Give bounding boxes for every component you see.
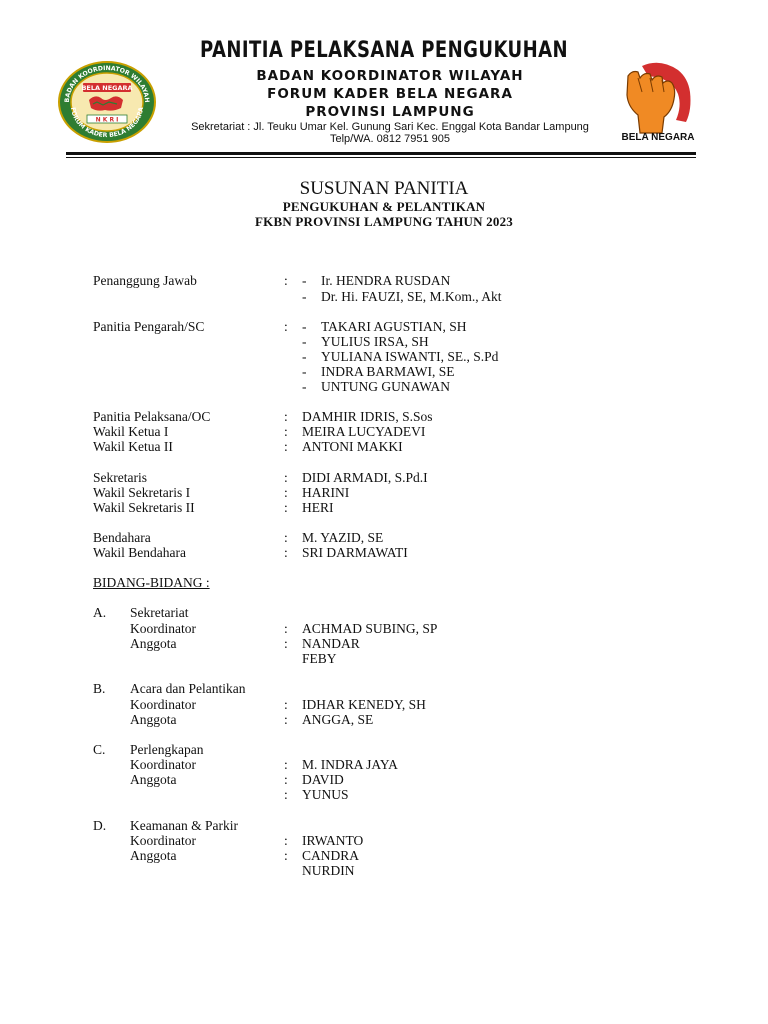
letterhead-line-2: FORUM KADER BELA NEGARA [267,86,513,102]
field-label: Koordinator [130,833,196,848]
field-label: Panitia Pengarah/SC [93,319,205,334]
colon: : [284,470,288,485]
anggota-row [0,772,768,788]
field-label: Koordinator [130,621,196,636]
sekretaris-row [0,470,768,486]
dash: - [302,334,307,349]
member-name: NANDAR [302,636,360,651]
field-label: Sekretaris [93,470,147,485]
member-name: NURDIN [302,863,355,878]
bidang-name-row [0,818,768,834]
field-label: Wakil Sekretaris II [93,500,195,515]
field-label: Anggota [130,772,177,787]
logo-banner-text: BELA NEGARA [81,84,133,92]
bidang-name-row [0,681,768,697]
member-name: YULIUS IRSA, SH [321,334,429,349]
letterhead-rule-thin [66,157,696,158]
dash: - [302,364,307,379]
field-label: Koordinator [130,697,196,712]
anggota-row [0,848,768,864]
bidang-name: Perlengkapan [130,742,204,757]
bidang-name-row [0,605,768,621]
raised-fist-icon [612,58,702,138]
member-name: HARINI [302,485,350,500]
member-name: Ir. HENDRA RUSDAN [321,273,451,288]
member-name: IRWANTO [302,833,364,848]
anggota-row [0,712,768,728]
letterhead-address: Sekretariat : Jl. Teuku Umar Kel. Gunung Sari Kec. Enggal Kota Bandar Lampung [191,121,589,133]
member-name: ANTONI MAKKI [302,439,403,454]
document-subtitle-1: PENGUKUHAN & PELANTIKAN [282,199,486,214]
fkbn-logo-icon [57,60,157,144]
colon: : [284,848,288,863]
koordinator-row [0,833,768,849]
colon: : [284,319,288,334]
member-name: YUNUS [302,787,349,802]
letterhead-title: PANITIA PELAKSANA PENGUKUHAN [200,38,568,63]
anggota-row [0,787,768,803]
member-name: INDRA BARMAWI, SE [321,364,455,379]
bendahara-row [0,545,768,561]
bidang-name: Keamanan & Parkir [130,818,238,833]
field-label: Wakil Ketua II [93,439,173,454]
member-name: YULIANA ISWANTI, SE., S.Pd [321,349,499,364]
logo-top-text: BADAN KOORDINATOR WILAYAH [63,64,151,103]
letterhead-line-3: PROVINSI LAMPUNG [305,104,475,120]
koordinator-row [0,697,768,713]
field-label: Anggota [130,848,177,863]
bidang-letter: B. [93,681,106,696]
member-name: CANDRA [302,848,360,863]
field-label: Wakil Sekretaris I [93,485,191,500]
pelaksana-row [0,409,768,425]
field-label: Anggota [130,636,177,651]
field-label: Wakil Bendahara [93,545,186,560]
pelaksana-row [0,424,768,440]
dash: - [302,289,307,304]
member-name: M. YAZID, SE [302,530,384,545]
colon: : [284,424,288,439]
member-name: ANGGA, SE [302,712,374,727]
pengarah-row [0,334,768,350]
anggota-row [0,863,768,879]
bidang-name: Sekretariat [130,605,189,620]
dash: - [302,349,307,364]
member-name: IDHAR KENEDY, SH [302,697,426,712]
field-label: Bendahara [93,530,151,545]
bidang-name-row [0,742,768,758]
colon: : [284,712,288,727]
colon: : [284,621,288,636]
anggota-row [0,636,768,652]
document-subtitle-2: FKBN PROVINSI LAMPUNG TAHUN 2023 [255,214,513,229]
bidang-letter: D. [93,818,107,833]
member-name: DIDI ARMADI, S.Pd.I [302,470,428,485]
letterhead-line-1: BADAN KOORDINATOR WILAYAH [256,68,524,84]
colon: : [284,697,288,712]
dash: - [302,273,307,288]
koordinator-row [0,621,768,637]
member-name: DAMHIR IDRIS, S.Sos [302,409,433,424]
dash: - [302,379,307,394]
colon: : [284,500,288,515]
document-title: SUSUNAN PANITIA [299,178,469,199]
field-label: Koordinator [130,757,196,772]
member-name: M. INDRA JAYA [302,757,398,772]
bidang-name: Acara dan Pelantikan [130,681,246,696]
member-name: Dr. Hi. FAUZI, SE, M.Kom., Akt [321,289,502,304]
field-label: Anggota [130,712,177,727]
member-name: FEBY [302,651,337,666]
member-name: DAVID [302,772,344,787]
colon: : [284,439,288,454]
pelaksana-row [0,439,768,455]
koordinator-row [0,757,768,773]
colon: : [284,485,288,500]
member-name: HERI [302,500,334,515]
colon: : [284,757,288,772]
pengarah-row [0,349,768,365]
penanggung-jawab-row [0,273,768,289]
bidang-letter: A. [93,605,107,620]
pengarah-row [0,379,768,395]
anggota-row [0,651,768,667]
colon: : [284,772,288,787]
member-name: TAKARI AGUSTIAN, SH [321,319,467,334]
member-name: UNTUNG GUNAWAN [321,379,451,394]
member-name: SRI DARMAWATI [302,545,408,560]
field-label: Wakil Ketua I [93,424,169,439]
colon: : [284,787,288,802]
member-name: ACHMAD SUBING, SP [302,621,438,636]
colon: : [284,409,288,424]
letterhead-rule-thick [66,152,696,155]
member-name: MEIRA LUCYADEVI [302,424,426,439]
logo-nkri-text: N K R I [95,116,119,124]
field-label: Panitia Pelaksana/OC [93,409,211,424]
sekretaris-row [0,500,768,516]
field-label: Penanggung Jawab [93,273,197,288]
penanggung-jawab-row [0,289,768,305]
bidang-heading: BIDANG-BIDANG : [93,575,210,590]
colon: : [284,545,288,560]
colon: : [284,530,288,545]
colon: : [284,273,288,288]
letterhead-phone: Telp/WA. 0812 7951 905 [329,133,451,145]
dash: - [302,319,307,334]
logo-bottom-text: FORUM KADER BELA NEGARA [68,106,146,140]
bidang-letter: C. [93,742,106,757]
colon: : [284,636,288,651]
pengarah-row [0,319,768,335]
colon: : [284,833,288,848]
sekretaris-row [0,485,768,501]
pengarah-row [0,364,768,380]
bela-negara-label: BELA NEGARA [621,132,695,143]
bendahara-row [0,530,768,546]
